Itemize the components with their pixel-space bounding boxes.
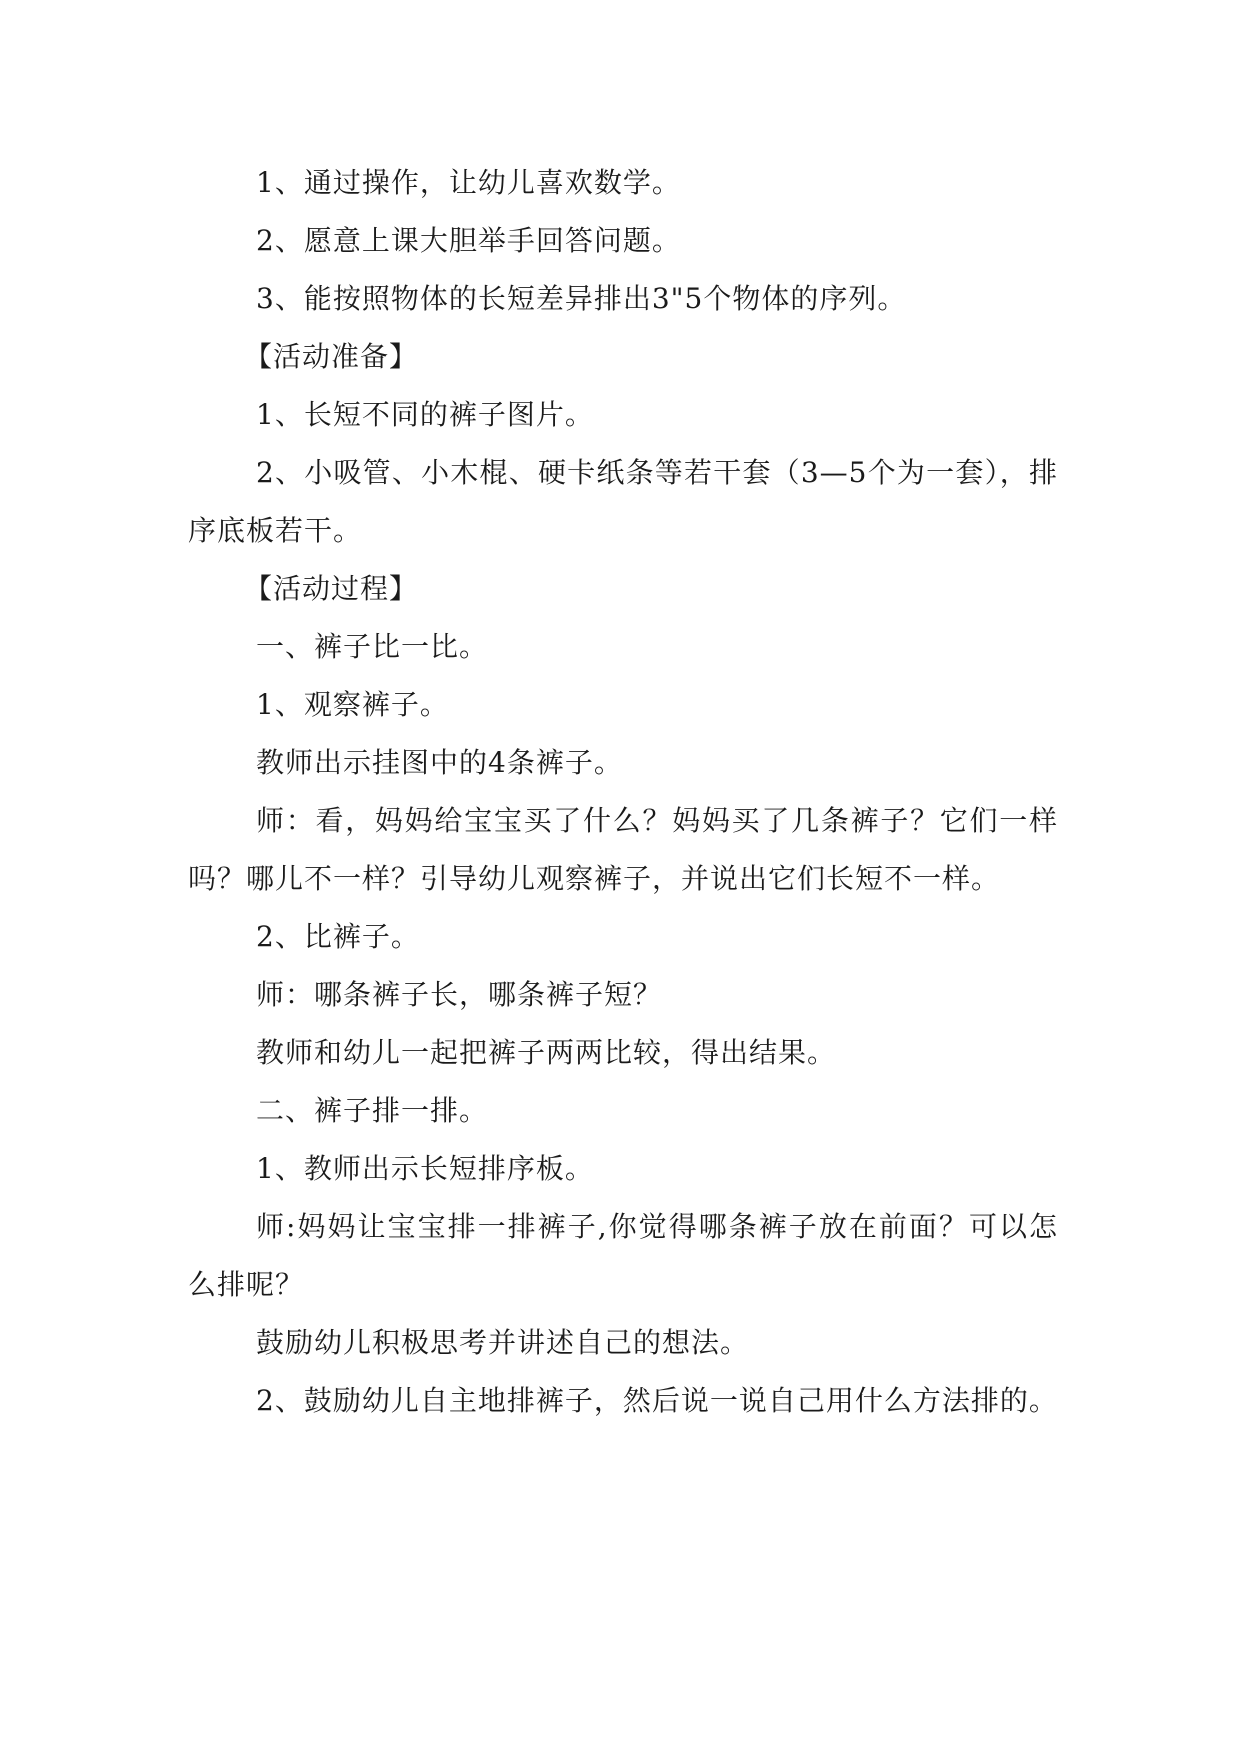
paragraph-teacher-question-3: 师:妈妈让宝宝排一排裤子,你觉得哪条裤子放在前面？可以怎么排呢？ (188, 1210, 1058, 1301)
paragraph-goal-2: 2、愿意上课大胆举手回答问题。 (256, 224, 681, 257)
section-heading-process: 【活动过程】 (244, 572, 419, 605)
paragraph-observe: 1、观察裤子。 (256, 688, 449, 721)
paragraph-teacher-shows: 教师出示挂图中的4条裤子。 (256, 746, 623, 779)
section-heading-preparation: 【活动准备】 (244, 340, 419, 373)
paragraph-step-two: 二、裤子排一排。 (256, 1094, 489, 1127)
paragraph-goal-1: 1、通过操作，让幼儿喜欢数学。 (256, 166, 681, 199)
paragraph-teacher-question-2: 师：哪条裤子长，哪条裤子短？ (256, 978, 663, 1011)
paragraph-prep-1: 1、长短不同的裤子图片。 (256, 398, 594, 431)
paragraph-teacher-question-1: 师：看，妈妈给宝宝买了什么？妈妈买了几条裤子？它们一样吗？哪儿不一样？引导幼儿观察裤子，并说出它们长短不一样。 (188, 804, 1058, 895)
paragraph-step-one: 一、裤子比一比。 (256, 630, 489, 663)
paragraph-sort-board: 1、教师出示长短排序板。 (256, 1152, 594, 1185)
paragraph-compare: 2、比裤子。 (256, 920, 420, 953)
paragraph-self-sort: 2、鼓励幼儿自主地排裤子，然后说一说自己用什么方法排的。 (256, 1384, 1058, 1417)
paragraph-encourage: 鼓励幼儿积极思考并讲述自己的想法。 (256, 1326, 750, 1359)
paragraph-pairwise: 教师和幼儿一起把裤子两两比较，得出结果。 (256, 1036, 837, 1069)
paragraph-goal-3: 3、能按照物体的长短差异排出3"5个物体的序列。 (256, 282, 907, 315)
paragraph-prep-2: 2、小吸管、小木棍、硬卡纸条等若干套（3—5个为一套），排序底板若干。 (188, 456, 1058, 547)
document-page (188, 154, 1058, 1430)
